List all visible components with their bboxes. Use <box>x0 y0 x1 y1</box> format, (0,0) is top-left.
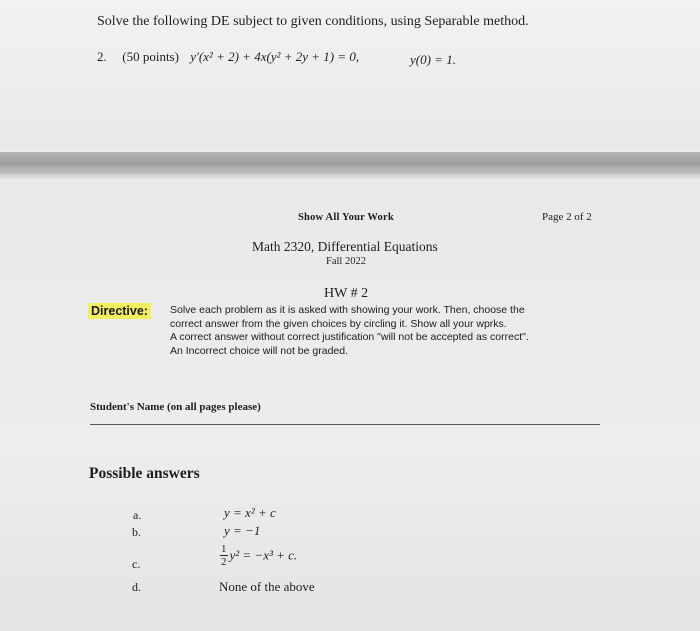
directive-line: A correct answer without correct justification "will not be accepted as correct". <box>170 331 529 343</box>
directive-line: An Incorrect choice will not be graded. <box>170 344 349 357</box>
answer-b[interactable]: y = −1 <box>224 523 261 538</box>
answer-c-fraction <box>220 543 228 568</box>
directive-text <box>170 304 529 358</box>
answer-d[interactable]: None of the above <box>219 579 315 594</box>
problem-number: 2. <box>97 49 107 64</box>
assignment-title: HW # 2 <box>324 286 369 301</box>
problem-instruction: Solve the following DE subject to given conditions, using Separable method. <box>97 14 529 29</box>
page-divider <box>0 152 700 174</box>
possible-answers-title: Possible answers <box>89 465 200 482</box>
answer-c[interactable] <box>220 543 297 568</box>
answer-a-letter: a. <box>133 508 142 522</box>
course-title: Math 2320, Differential Equations <box>252 239 438 254</box>
answer-a[interactable]: y = x² + c <box>224 505 276 520</box>
fraction-denominator: 2 <box>221 556 227 568</box>
show-work-note: Show All Your Work <box>298 212 394 223</box>
initial-condition: y(0) = 1. <box>410 52 456 67</box>
page-number: Page 2 of 2 <box>542 211 592 223</box>
fraction-numerator: 1 <box>221 543 227 555</box>
differential-equation: y′(x² + 2) + 4x(y² + 2y + 1) = 0, <box>190 49 360 64</box>
problem-points: (50 points) <box>122 49 179 64</box>
directive-line: correct answer from the given choices by circling it. Show all your wprks. <box>170 317 507 330</box>
answer-c-expression: y² = −x³ + c. <box>229 547 298 563</box>
directive-line: Solve each problem as it is asked with showing your work. Then, choose the <box>170 304 525 316</box>
answer-b-letter: b. <box>132 525 141 539</box>
student-name-line[interactable] <box>90 424 600 425</box>
answer-c-letter: c. <box>132 557 141 571</box>
problem-statement <box>97 49 359 65</box>
directive-label: Directive: <box>88 303 151 319</box>
answer-d-letter: d. <box>132 580 141 594</box>
term-label: Fall 2022 <box>326 256 366 267</box>
student-name-label: Student's Name (on all pages please) <box>90 401 261 413</box>
